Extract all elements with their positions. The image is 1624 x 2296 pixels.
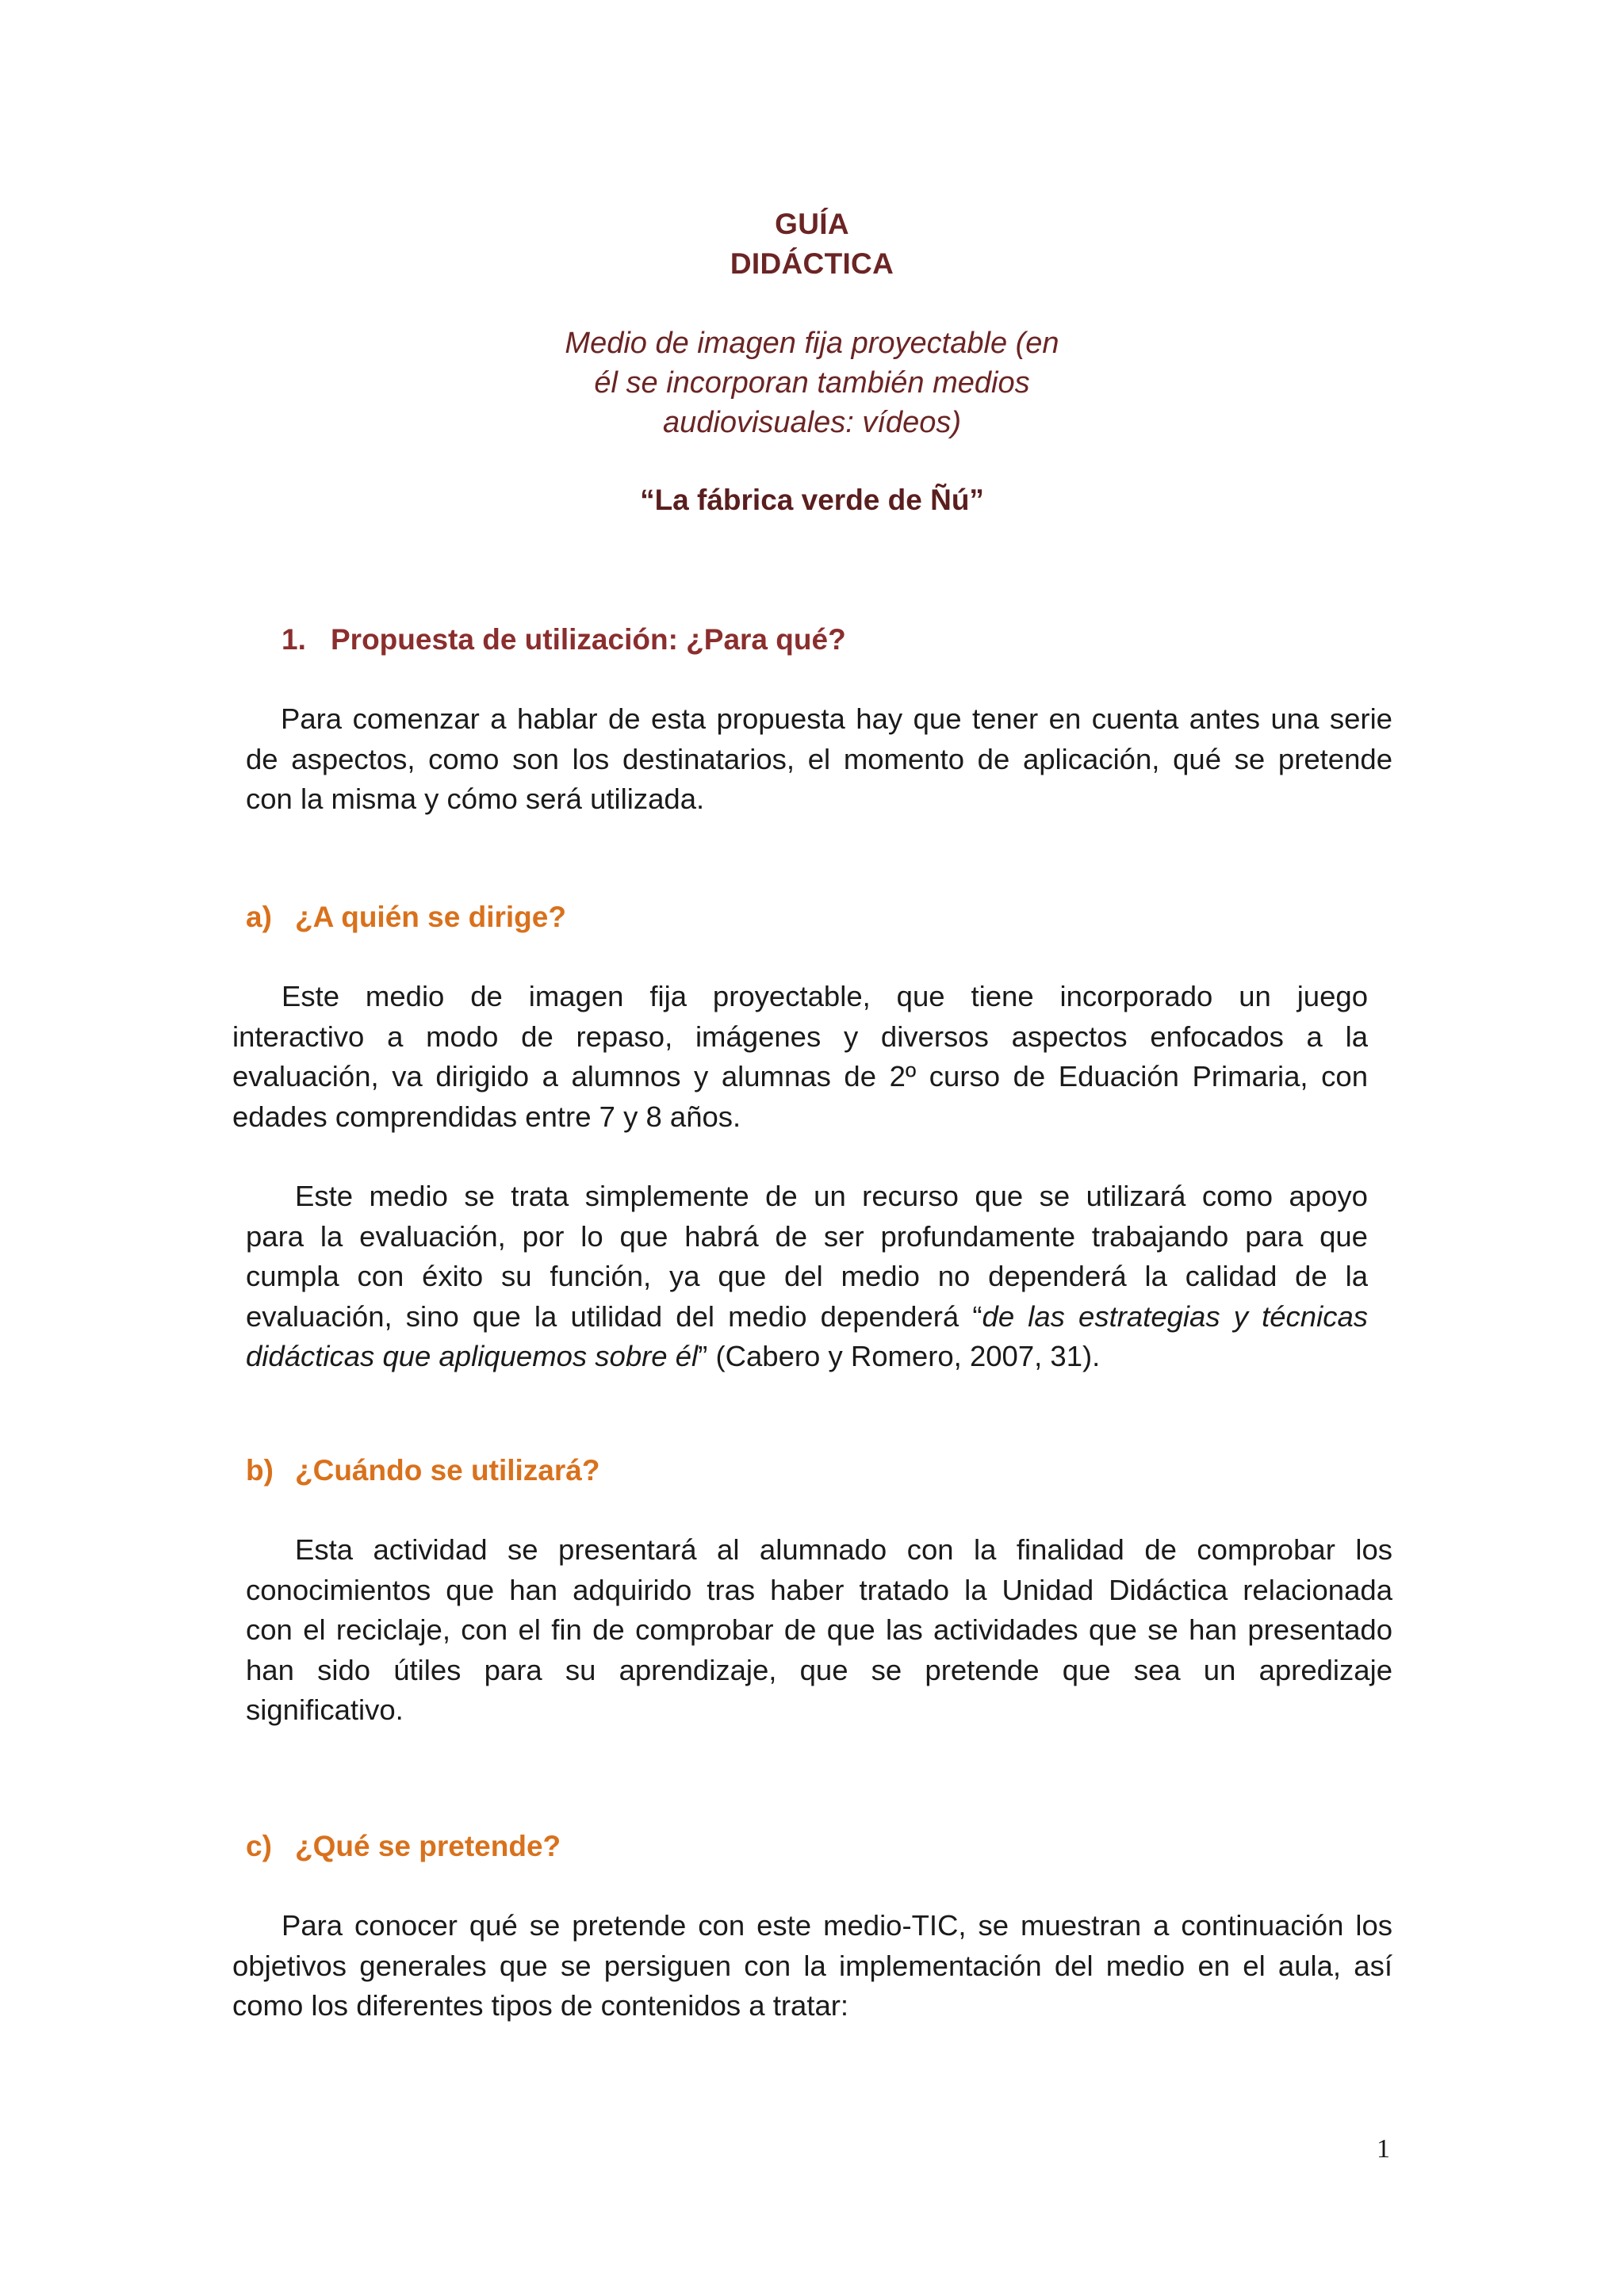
work-title: “La fábrica verde de Ñú”	[640, 484, 984, 516]
section-a-heading	[246, 897, 566, 937]
citation-intro-text: evaluación, sino que la utilidad del medio dependerá “	[246, 1299, 982, 1333]
paragraph-line: con la misma y cómo será utilizada.	[246, 783, 705, 815]
section-c-heading	[246, 1827, 561, 1866]
paragraph-line: significativo.	[246, 1693, 404, 1726]
paragraph-line: para la evaluación, por lo que habrá de ser profundamente trabajando para que	[246, 1219, 1368, 1253]
section-1-intro	[246, 699, 1392, 820]
subtitle-line-2: él se incorporan también medios	[594, 366, 1030, 400]
section-1-heading	[282, 620, 846, 660]
section-b-title: ¿Cuándo se utilizará?	[295, 1454, 600, 1487]
paragraph-line: interactivo a modo de repaso, imágenes y diversos aspectos enfocados a la	[232, 1020, 1368, 1053]
paragraph-line: edades comprendidas entre 7 y 8 años.	[232, 1100, 741, 1133]
paragraph-line	[246, 1337, 1368, 1377]
section-c-paragraph	[232, 1906, 1392, 2026]
paragraph-line: evaluación, va dirigido a alumnos y alumnas de 2º curso de Eduación Primaria, con	[232, 1060, 1368, 1093]
section-b-heading	[246, 1451, 599, 1490]
section-b-paragraph	[246, 1530, 1392, 1731]
paragraph-line: Para conocer qué se pretende con este medio-TIC, se muestran a continuación los	[282, 1909, 1392, 1942]
title-block	[0, 205, 1624, 520]
section-b-letter: b)	[246, 1454, 274, 1487]
section-a-paragraph-1	[232, 977, 1368, 1137]
section-a-letter: a)	[246, 901, 272, 933]
citation-italic-text: didácticas que apliquemos sobre él	[246, 1340, 699, 1372]
paragraph-line: Esta actividad se presentará al alumnado con la finalidad de comprobar los	[295, 1533, 1392, 1566]
paragraph-line: Para comenzar a hablar de esta propuesta hay que tener en cuenta antes una serie	[281, 702, 1392, 735]
paragraph-line: Este medio se trata simplemente de un recurso que se utilizará como apoyo	[295, 1180, 1368, 1212]
citation-italic-text: de las estrategias y técnicas	[982, 1299, 1369, 1333]
section-a-title: ¿A quién se dirige?	[295, 901, 566, 933]
section-1-number: 1.	[282, 623, 306, 656]
paragraph-line: de aspectos, como son los destinatarios, el momento de aplicación, qué se pretende	[246, 742, 1392, 775]
citation-reference: ” (Cabero y Romero, 2007, 31).	[698, 1340, 1101, 1372]
paragraph-line: han sido útiles para su aprendizaje, que se pretende que sea un apredizaje	[246, 1653, 1392, 1686]
paragraph-line: objetivos generales que se persiguen con la implementación del medio en el aula, así	[232, 1949, 1392, 1982]
subtitle-line-3: audiovisuales: vídeos)	[663, 406, 961, 439]
title-line-1: GUÍA	[775, 208, 849, 240]
page-number: 1	[1377, 2134, 1390, 2164]
section-a-paragraph-2	[246, 1177, 1368, 1377]
section-c-letter: c)	[246, 1830, 272, 1862]
paragraph-line: conocimientos que han adquirido tras haber tratado la Unidad Didáctica relacionada	[246, 1573, 1392, 1606]
paragraph-line: como los diferentes tipos de contenidos a tratar:	[232, 1989, 849, 2022]
title-line-2: DIDÁCTICA	[730, 247, 894, 280]
paragraph-line: cumpla con éxito su función, ya que del medio no dependerá la calidad de la	[246, 1260, 1368, 1292]
paragraph-line: Este medio de imagen fija proyectable, que tiene incorporado un juego	[282, 980, 1368, 1012]
paragraph-line	[246, 1297, 1368, 1337]
section-1-title: Propuesta de utilización: ¿Para qué?	[331, 623, 846, 656]
section-c-title: ¿Qué se pretende?	[295, 1830, 561, 1862]
subtitle-line-1: Medio de imagen fija proyectable (en	[565, 327, 1059, 360]
paragraph-line: con el reciclaje, con el fin de comprobar de que las actividades que se han presentado	[246, 1613, 1392, 1646]
subtitle	[527, 323, 1097, 442]
